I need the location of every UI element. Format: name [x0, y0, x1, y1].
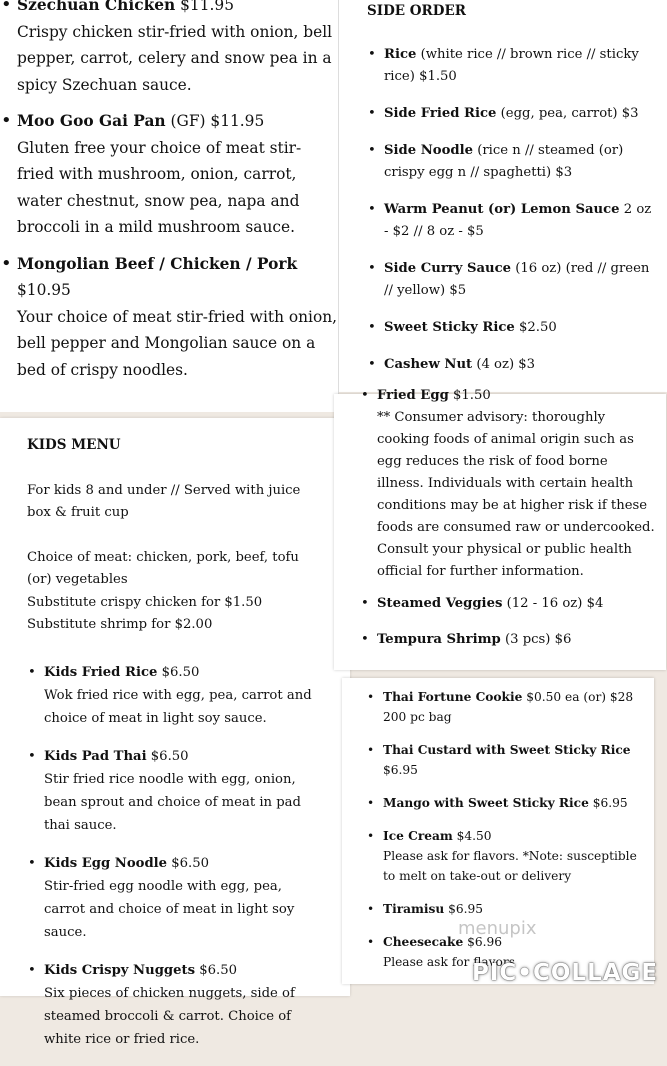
- menu-item: [360, 593, 658, 615]
- item-description: Stir fried rice noodle with egg, onion, bean sprout and choice of meat in pad thai sauce.: [44, 771, 301, 833]
- kids-options: [27, 547, 327, 637]
- menu-item: [0, 0, 338, 98]
- item-name: Sweet Sticky Rice: [384, 320, 515, 335]
- item-price: $6.50: [150, 748, 189, 764]
- item-name: Kids Egg Noodle: [44, 855, 168, 871]
- menu-item: [367, 44, 657, 88]
- menu-item: [367, 140, 657, 184]
- item-price: $0.50 ea (or) $28 200 pc bag: [383, 690, 634, 724]
- item-price: $6.50: [161, 664, 200, 680]
- kids-item-list: [27, 661, 327, 1051]
- side-order-list: [360, 388, 658, 665]
- section-title: SIDE ORDER: [367, 3, 466, 19]
- item-name: Mango with Sweet Sticky Rice: [383, 796, 589, 810]
- menu-item: [27, 661, 327, 730]
- item-price: $4.50: [456, 829, 492, 843]
- item-name: Cheesecake: [383, 935, 464, 949]
- kids-substitute: Substitute shrimp for $2.00: [27, 617, 213, 632]
- pic-collage-brand: PIC•COLLAGE: [472, 960, 659, 986]
- item-price: $5: [449, 283, 467, 298]
- menu-item: [27, 959, 327, 1051]
- menu-item: [367, 103, 657, 125]
- item-name: Warm Peanut (or) Lemon Sauce: [384, 202, 620, 217]
- side-order-continued-panel: [334, 388, 666, 670]
- item-name: Ice Cream: [383, 829, 453, 843]
- menu-item: [360, 629, 658, 651]
- menu-item: [366, 740, 646, 780]
- side-order-list: [367, 44, 657, 391]
- menu-item: [0, 108, 338, 241]
- item-note: Please ask for flavors: [383, 955, 515, 969]
- item-name: Tiramisu: [383, 902, 445, 916]
- item-name: Kids Fried Rice: [44, 664, 158, 680]
- item-name: Cashew Nut: [384, 357, 473, 372]
- menu-item: [0, 251, 338, 384]
- item-price: $6.95: [592, 796, 628, 810]
- item-description: Gluten free your choice of meat stir-fried with mushroom, onion, carrot, water chestnut, snow pea, napa and broccoli in a mild mushroom sauce.: [17, 138, 302, 236]
- menupix-watermark: menupix: [458, 918, 537, 939]
- item-price: $1.50: [453, 388, 491, 403]
- item-price: $3: [518, 357, 536, 372]
- item-name: Side Noodle: [384, 143, 474, 158]
- item-price: $11.95: [180, 0, 234, 14]
- menu-item: [360, 385, 658, 583]
- item-price: $6.95: [448, 902, 484, 916]
- item-name: Kids Crispy Nuggets: [44, 962, 196, 978]
- item-detail: (3 pcs): [504, 632, 551, 647]
- entree-list: [0, 0, 338, 383]
- item-price: $6: [554, 632, 572, 647]
- menu-item: [366, 899, 646, 919]
- consumer-advisory: ** Consumer advisory: thoroughly cooking foods of animal origin such as egg reduces the risk of food borne illness. Individuals with certain health conditions may be at higher risk if these foods are consumed raw or undercooked. Consult your physical or public health official for further information.: [377, 410, 655, 579]
- kids-menu-panel: [0, 418, 350, 1047]
- menu-item: [27, 745, 327, 837]
- kids-substitute: Substitute crispy chicken for $1.50: [27, 594, 263, 610]
- item-price: $4: [586, 596, 604, 611]
- item-detail: (16 oz) (red // green // yellow): [384, 261, 650, 298]
- item-name: Fried Egg: [377, 388, 449, 403]
- item-price: $2.50: [518, 320, 557, 335]
- side-order-panel: [338, 0, 667, 392]
- item-detail: (egg, pea, carrot): [500, 106, 618, 121]
- item-detail: 2 oz - $2 // 8 oz - $5: [384, 202, 652, 239]
- item-name: Rice: [384, 47, 417, 62]
- item-note: Please ask for flavors. *Note: susceptible to melt on take-out or delivery: [383, 849, 637, 883]
- item-name: Thai Fortune Cookie: [383, 690, 523, 704]
- item-detail: (12 - 16 oz): [506, 596, 583, 611]
- item-detail: (4 oz): [476, 357, 515, 372]
- item-name: Kids Pad Thai: [44, 748, 147, 764]
- item-price: $6.50: [171, 855, 210, 871]
- menu-item: [366, 687, 646, 727]
- menu-item: [27, 852, 327, 944]
- item-description: Crispy chicken stir-fried with onion, bell pepper, carrot, celery and snow pea in a spicy Szechuan sauce.: [17, 22, 333, 94]
- entree-panel: [0, 0, 339, 412]
- section-title: KIDS MENU: [27, 437, 121, 453]
- item-name: Side Curry Sauce: [384, 261, 512, 276]
- menu-item: [367, 317, 657, 339]
- kids-intro: For kids 8 and under // Served with juice box & fruit cup: [27, 482, 301, 520]
- menu-item: [367, 258, 657, 302]
- menu-item: [366, 826, 646, 886]
- item-price: $6.95: [383, 763, 418, 777]
- item-name: Moo Goo Gai Pan: [17, 112, 166, 130]
- item-name: Side Fried Rice: [384, 106, 497, 121]
- kids-choice: Choice of meat: chicken, pork, beef, tofu (or) vegetables: [27, 549, 299, 587]
- item-name: Tempura Shrimp: [377, 632, 501, 647]
- item-price: $6.50: [199, 962, 238, 978]
- item-name: Steamed Veggies: [377, 596, 503, 611]
- item-name: Thai Custard with Sweet Sticky Rice: [383, 743, 631, 757]
- item-description: Six pieces of chicken nuggets, side of steamed broccoli & carrot. Choice of white rice or fried rice.: [44, 985, 295, 1047]
- menu-item: [367, 199, 657, 243]
- menu-item: [366, 793, 646, 813]
- item-name: Mongolian Beef / Chicken / Pork: [17, 254, 298, 273]
- item-price: $3: [621, 106, 639, 121]
- item-tag: (GF): [170, 112, 206, 130]
- item-price: $11.95: [210, 112, 265, 130]
- item-description: Wok fried rice with egg, pea, carrot and choice of meat in light soy sauce.: [44, 687, 312, 726]
- item-price: $3: [555, 165, 573, 180]
- item-detail: (rice n // steamed (or) crispy egg n // spaghetti): [384, 143, 624, 180]
- item-description: Stir-fried egg noodle with egg, pea, carrot and choice of meat in light soy sauce.: [44, 878, 295, 940]
- item-detail: (white rice // brown rice // sticky rice): [384, 47, 639, 84]
- item-name: Szechuan Chicken: [17, 0, 176, 14]
- item-description: Your choice of meat stir-fried with onion, bell pepper and Mongolian sauce on a bed of crispy noodles.: [17, 307, 338, 379]
- menu-item: [367, 354, 657, 376]
- item-price: $6.96: [467, 935, 502, 949]
- item-price: $10.95: [17, 281, 71, 299]
- item-price: $1.50: [419, 69, 457, 84]
